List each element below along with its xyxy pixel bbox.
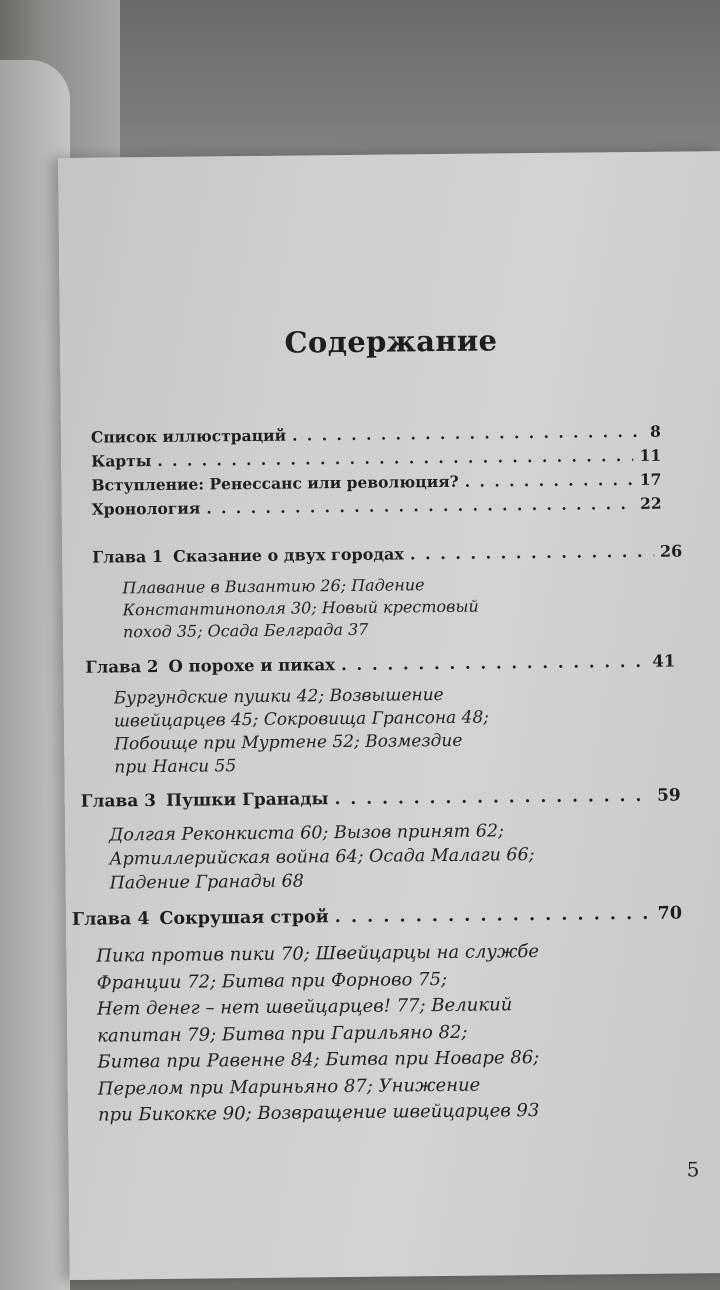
dot-leader bbox=[334, 786, 651, 809]
toc-entry-page: 17 bbox=[639, 469, 662, 489]
section-line: Нет денег – нет швейцарцев! 77; Великий bbox=[96, 994, 513, 1020]
section-line: Битва при Равенне 84; Битва при Новаре 86; bbox=[97, 1047, 540, 1073]
dot-leader bbox=[341, 652, 647, 674]
dot-leader bbox=[206, 494, 634, 517]
toc-front-entry[interactable] bbox=[91, 470, 661, 495]
section-line: Долгая Реконкиста 60; Вызов принят 62; bbox=[108, 821, 505, 846]
book-page bbox=[58, 151, 720, 1280]
toc-chapter-1[interactable] bbox=[92, 541, 682, 566]
chapter-title: О порохе и пиках bbox=[168, 655, 336, 676]
toc-chapter-4[interactable] bbox=[72, 904, 682, 930]
section-line: при Бикокке 90; Возвращение швейцарцев 93 bbox=[97, 1100, 540, 1126]
chapter-number: Глава 1 bbox=[92, 546, 164, 567]
toc-entry-label: Хронология bbox=[91, 498, 201, 519]
section-line: при Нанси 55 bbox=[114, 756, 237, 778]
chapter-number: Глава 4 bbox=[71, 909, 150, 930]
chapter-1-sections bbox=[122, 574, 479, 644]
chapter-number: Глава 3 bbox=[80, 791, 157, 812]
toc-chapter-2[interactable] bbox=[85, 652, 675, 677]
toc-content bbox=[58, 151, 720, 1280]
section-line: Пика против пики 70; Швейцарцы на службе bbox=[96, 941, 540, 967]
section-line: Плавание в Византию 26; Падение bbox=[122, 575, 425, 598]
toc-front-entry[interactable] bbox=[91, 422, 661, 447]
section-line: Артиллерийская война 64; Осада Малаги 66; bbox=[109, 845, 535, 870]
toc-title: Содержание bbox=[284, 323, 498, 360]
dot-leader bbox=[465, 470, 634, 491]
chapter-number: Глава 2 bbox=[85, 656, 159, 677]
section-line: Перелом при Мариньяно 87; Унижение bbox=[97, 1074, 481, 1100]
section-line: Побоище при Муртене 52; Возмездие bbox=[114, 730, 463, 755]
section-line: швейцарцев 45; Сокровища Грансона 48; bbox=[113, 707, 490, 732]
section-line: поход 35; Осада Белграда 37 bbox=[122, 619, 369, 642]
toc-entry-label: Карты bbox=[91, 451, 152, 471]
chapter-page: 70 bbox=[657, 903, 683, 924]
chapter-title: Сокрушая строй bbox=[159, 907, 329, 929]
chapter-4-sections bbox=[96, 939, 541, 1129]
dot-leader bbox=[335, 904, 652, 927]
toc-entry-label: Список иллюстраций bbox=[90, 425, 287, 447]
section-line: капитан 79; Битва при Гарильяно 82; bbox=[97, 1021, 468, 1047]
chapter-page: 41 bbox=[652, 651, 676, 671]
dot-leader bbox=[157, 446, 633, 470]
toc-front-entry[interactable] bbox=[91, 446, 661, 471]
chapter-title: Пушки Гранады bbox=[165, 789, 329, 811]
section-line: Падение Гранады 68 bbox=[109, 871, 304, 894]
dot-leader bbox=[292, 422, 644, 445]
section-line: Бургундские пушки 42; Возвышение bbox=[113, 684, 444, 709]
section-line: Франции 72; Битва при Форново 75; bbox=[96, 968, 448, 994]
toc-entry-page: 22 bbox=[639, 493, 662, 513]
dot-leader bbox=[410, 542, 654, 564]
chapter-3-sections bbox=[109, 819, 535, 895]
toc-entry-page: 11 bbox=[639, 445, 662, 465]
section-line: Константинополя 30; Новый крестовый bbox=[122, 596, 479, 620]
toc-entry-label: Вступление: Ренессанс или революция? bbox=[91, 471, 459, 495]
toc-entry-page: 8 bbox=[649, 421, 661, 441]
toc-front-entry[interactable] bbox=[92, 494, 662, 519]
chapter-title: Сказание о двух городах bbox=[172, 544, 404, 566]
chapter-2-sections bbox=[114, 684, 490, 780]
page-number: 5 bbox=[686, 1157, 700, 1182]
chapter-page: 26 bbox=[659, 541, 683, 561]
chapter-page: 59 bbox=[656, 785, 681, 806]
toc-chapter-3[interactable] bbox=[81, 786, 681, 812]
